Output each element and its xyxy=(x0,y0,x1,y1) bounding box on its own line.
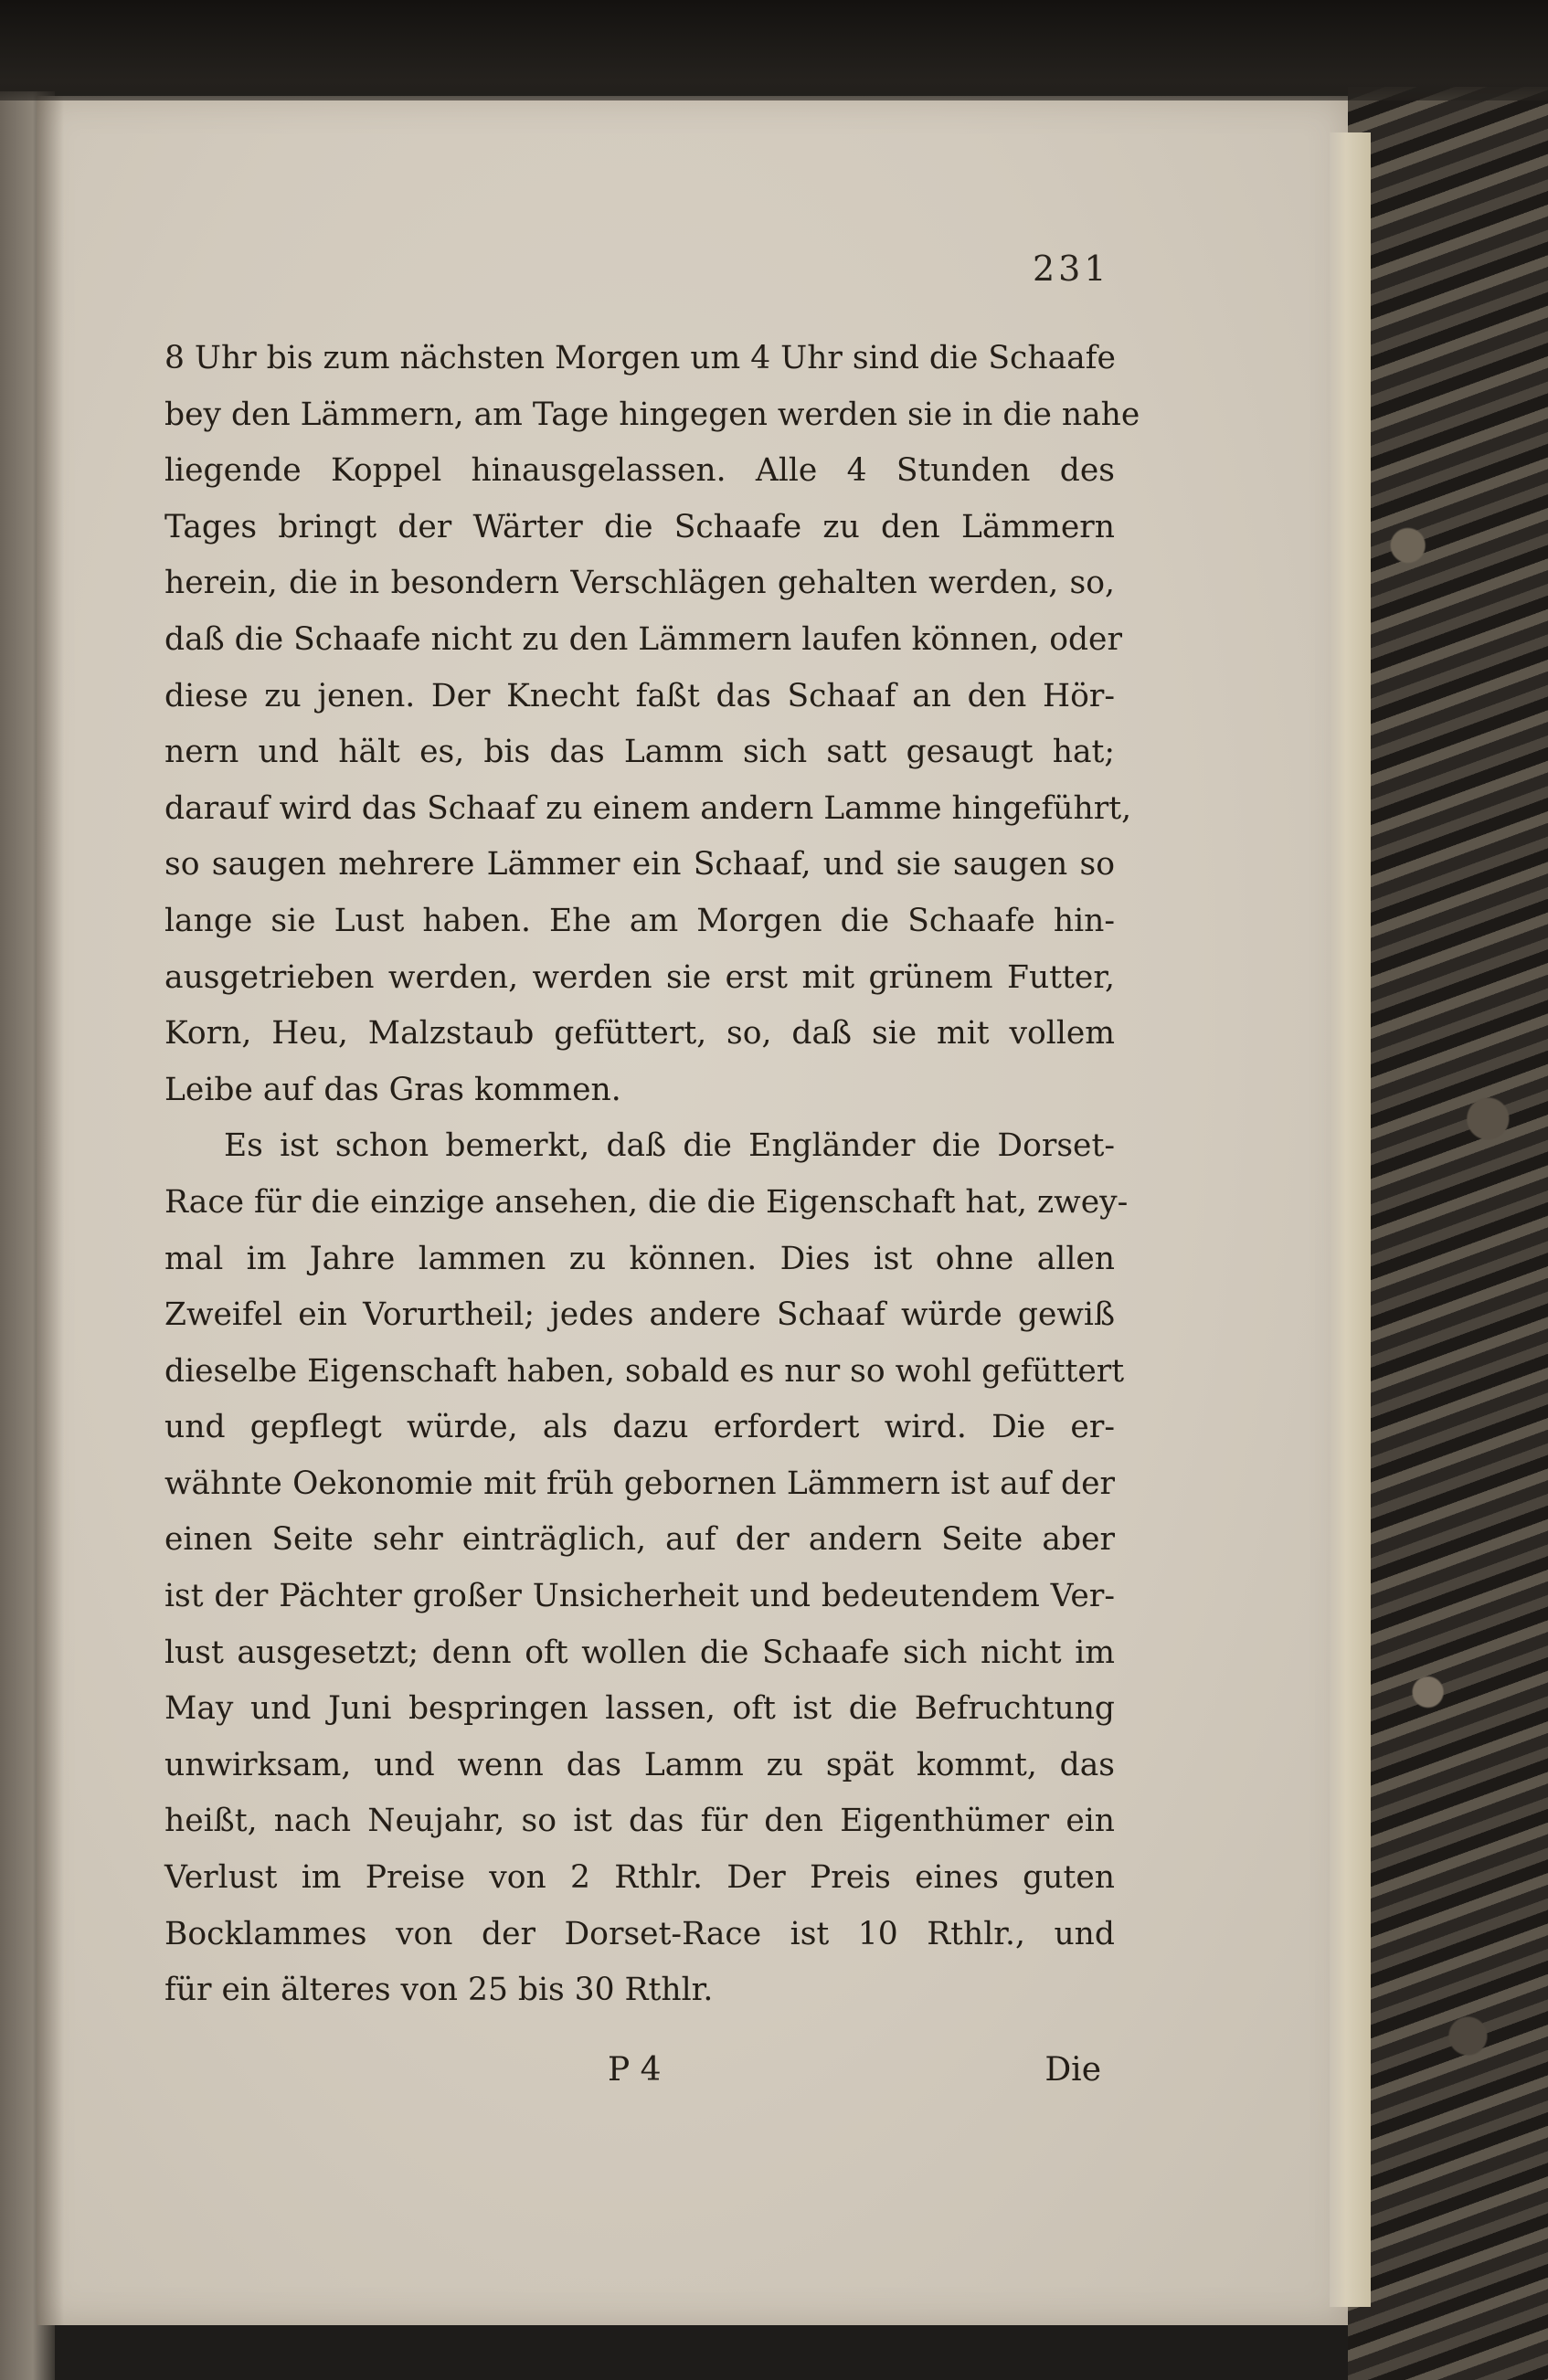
text-line: wähnte Oekonomie mit früh gebornen Lämmern ist auf der xyxy=(164,1465,1115,1502)
text-line: ist der Pächter großer Unsicherheit und bedeutendem Ver- xyxy=(164,1578,1115,1615)
text-line: mal im Jahre lammen zu können. Dies ist ohne allen xyxy=(164,1240,1115,1277)
text-line: Bocklammes von der Dorset-Race ist 10 Rthlr., und xyxy=(164,1915,1115,1952)
text-line: Verlust im Preise von 2 Rthlr. Der Preis eines guten xyxy=(164,1859,1115,1897)
text-line: ausgetrieben werden, werden sie erst mit grünem Futter, xyxy=(164,958,1115,996)
text-line: für ein älteres von 25 bis 30 Rthlr. xyxy=(164,1972,714,2009)
signature-mark: P 4 xyxy=(608,2051,662,2089)
text-line: Tages bringt der Wärter die Schaafe zu den Lämmern xyxy=(164,508,1115,545)
book-cover-edge xyxy=(1348,87,1548,2380)
text-line: Korn, Heu, Malzstaub gefüttert, so, daß sie mit vollem xyxy=(164,1015,1115,1052)
text-line: bey den Lämmern, am Tage hingegen werden sie in die nahe xyxy=(164,396,1140,433)
text-line: darauf wird das Schaaf zu einem andern Lamme hingeführt, xyxy=(164,789,1132,827)
page-gutter-shadow xyxy=(37,96,64,2325)
body-text xyxy=(164,331,1140,2019)
text-line: 8 Uhr bis zum nächsten Morgen um 4 Uhr sind die Schaafe xyxy=(164,340,1116,376)
text-line: heißt, nach Neujahr, so ist das für den Eigenthümer ein xyxy=(164,1803,1115,1840)
page-number: 231 xyxy=(1033,249,1110,289)
text-line: Race für die einzige ansehen, die die Eigenschaft hat, zwey- xyxy=(164,1183,1129,1221)
text-line: liegende Koppel hinausgelassen. Alle 4 Stunden des xyxy=(164,452,1115,490)
text-line: so saugen mehrere Lämmer ein Schaaf, und sie saugen so xyxy=(164,846,1115,883)
page-footer xyxy=(608,2051,1101,2106)
text-line: lange sie Lust haben. Ehe am Morgen die Schaafe hin- xyxy=(164,902,1115,939)
text-line: daß die Schaafe nicht zu den Lämmern laufen können, oder xyxy=(164,620,1122,658)
text-line: einen Seite sehr einträglich, auf der andern Seite aber xyxy=(164,1521,1115,1559)
text-line: lust ausgesetzt; denn oft wollen die Schaafe sich nicht im xyxy=(164,1634,1115,1671)
text-line: May und Juni bespringen lassen, oft ist die Befruchtung xyxy=(164,1690,1115,1728)
text-line: herein, die in besondern Verschlägen gehalten werden, so, xyxy=(164,565,1115,602)
catchword: Die xyxy=(1044,2051,1101,2089)
text-line: dieselbe Eigenschaft haben, sobald es nur so wohl gefüttert xyxy=(164,1352,1125,1390)
top-shadow xyxy=(0,0,1548,100)
text-line: Zweifel ein Vorurtheil; jedes andere Schaaf würde gewiß xyxy=(164,1296,1115,1334)
page-fore-edge xyxy=(1330,132,1371,2307)
text-line: nern und hält es, bis das Lamm sich satt gesaugt hat; xyxy=(164,734,1115,771)
text-line: und gepflegt würde, als dazu erfordert wird. Die er- xyxy=(164,1409,1115,1446)
text-line: Es ist schon bemerkt, daß die Engländer die Dorset- xyxy=(224,1127,1115,1165)
text-line: diese zu jenen. Der Knecht faßt das Schaaf an den Hör- xyxy=(164,677,1115,714)
text-line: Leibe auf das Gras kommen. xyxy=(164,1071,621,1108)
text-line: unwirksam, und wenn das Lamm zu spät kommt, das xyxy=(164,1746,1115,1783)
